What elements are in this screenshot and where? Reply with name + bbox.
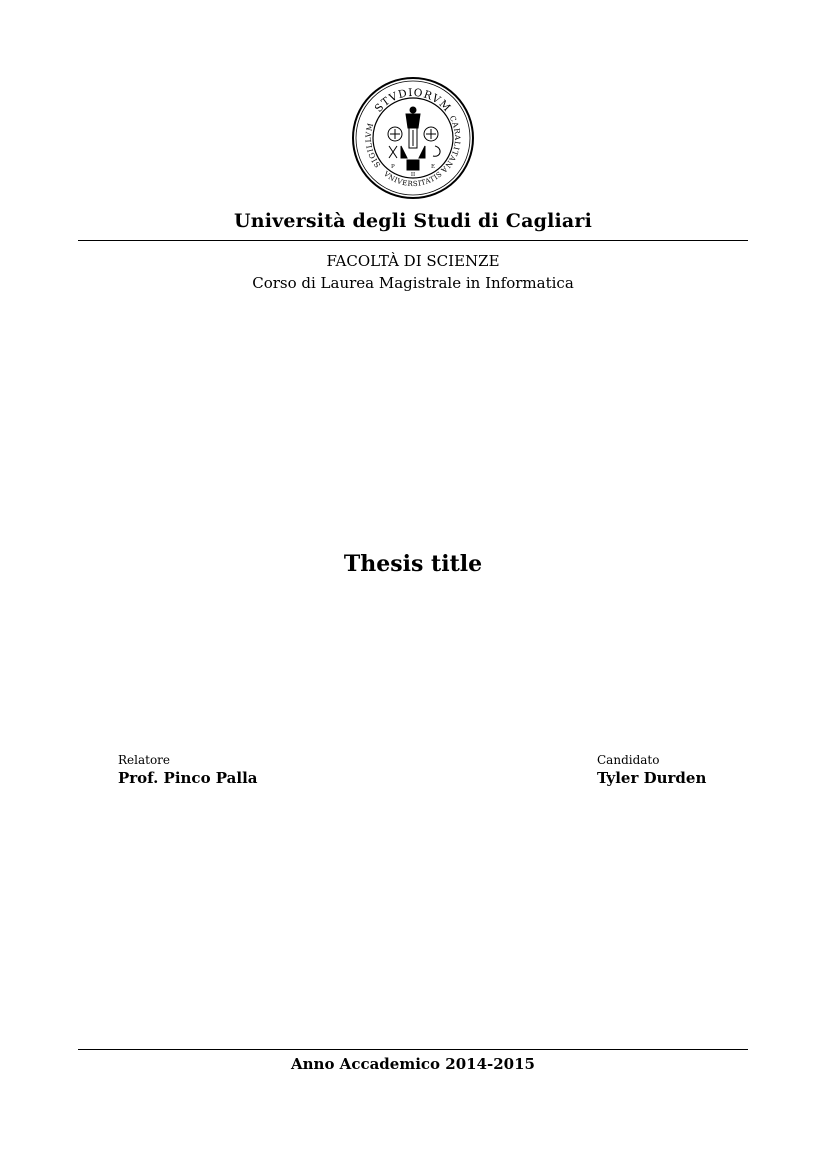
- candidate-role-label: Candidato: [597, 753, 660, 767]
- footer-divider: [78, 1049, 748, 1050]
- seal-motto-bottom: VNIVERSITATIS: [382, 169, 444, 189]
- university-name: Università degli Studi di Cagliari: [233, 210, 593, 232]
- thesis-title: Thesis title: [343, 551, 483, 577]
- faculty-name: FACOLTÀ DI SCIENZE: [326, 252, 500, 270]
- course-name: Corso di Laurea Magistrale in Informatica: [252, 274, 574, 292]
- advisor-name: Prof. Pinco Palla: [118, 769, 258, 787]
- candidate-block: [597, 752, 706, 789]
- advisor-block: [118, 752, 258, 789]
- seal-letter-right: E: [431, 164, 436, 170]
- seal-letter-left: P: [391, 164, 395, 170]
- candidate-name: Tyler Durden: [597, 769, 707, 787]
- academic-year: Anno Accademico 2014-2015: [291, 1055, 535, 1073]
- seal-motto-left: SIGILLVM: [363, 121, 383, 170]
- seal-letter-bottom: II: [410, 172, 416, 178]
- university-seal-logo: [351, 76, 475, 200]
- advisor-role-label: Relatore: [118, 753, 171, 767]
- seal-motto-right: CARALITANA: [438, 114, 463, 176]
- header-divider: [78, 240, 748, 241]
- svg-text:SIGILLVM: [361, 120, 384, 170]
- seal-emblem-icon: [388, 107, 440, 170]
- seal-motto-top: STVDIORVM: [372, 86, 454, 115]
